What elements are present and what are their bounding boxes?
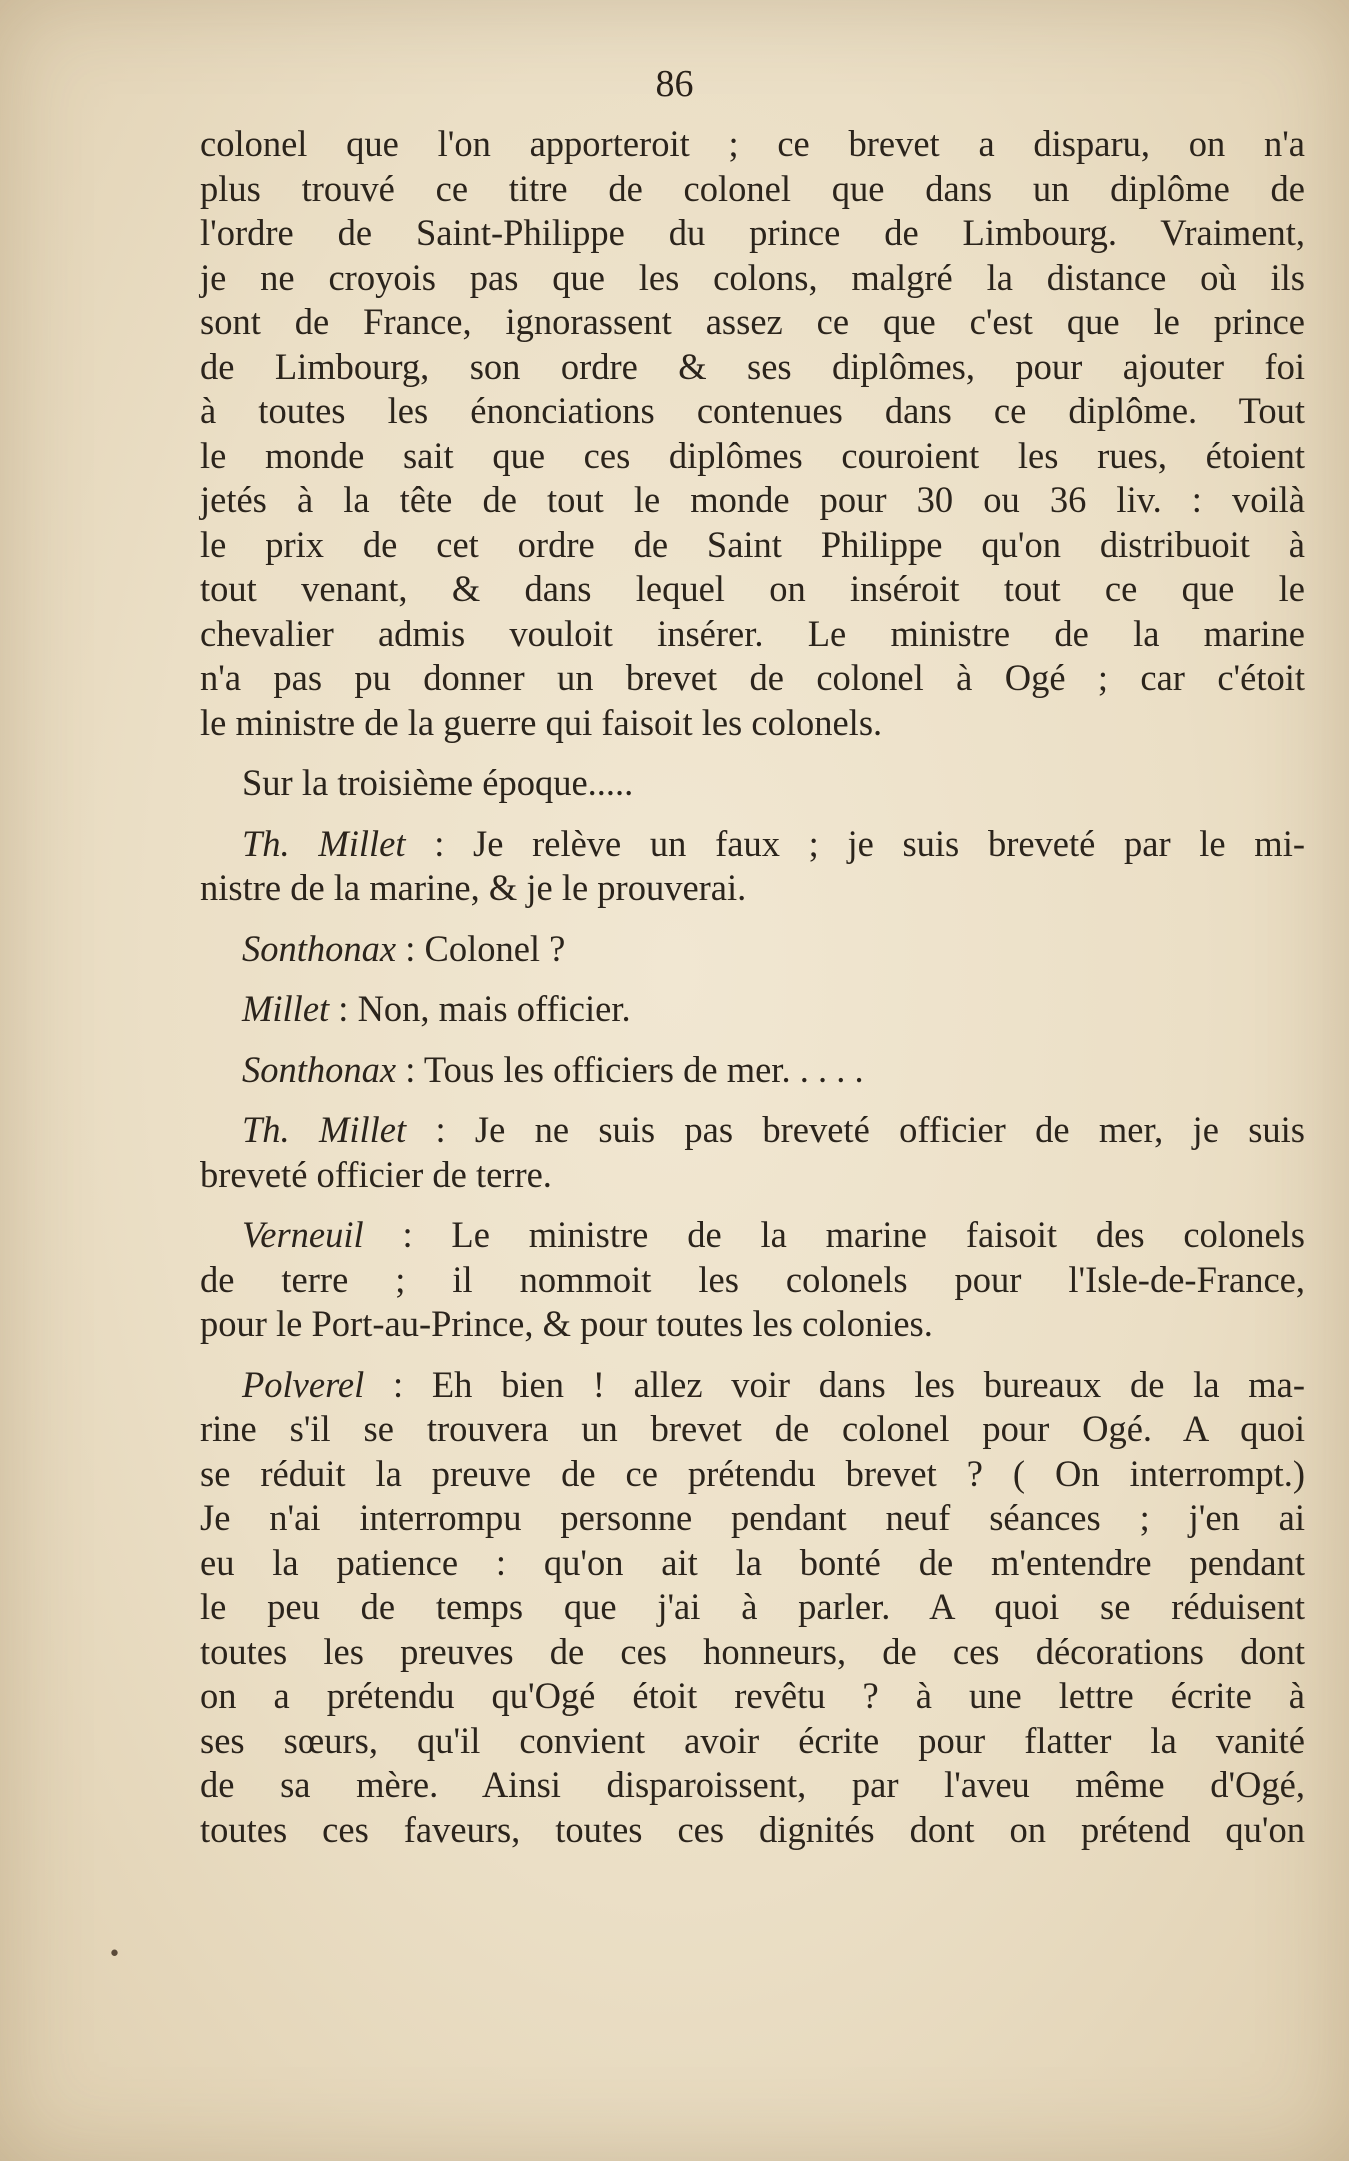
text-line: le ministre de la guerre qui faisoit les colonels. (200, 701, 883, 743)
dialogue-paragraph (200, 822, 1305, 911)
text-line: Sur la troisième époque..... (242, 762, 634, 803)
text-line: à toutes les énonciations contenues dans ce diplôme. Tout (200, 390, 1305, 431)
speaker-name: Polverel (242, 1363, 365, 1405)
speech-text: : Le ministre de la marine faisoit des colonels (363, 1214, 1305, 1255)
text-line (200, 987, 1305, 1032)
text-line: le monde sait que ces diplômes couroient les rues, étoient (200, 434, 1305, 476)
page-number: 86 (655, 63, 694, 105)
text-line (200, 822, 1305, 867)
dialogue-paragraph (200, 1213, 1305, 1347)
speech-text: : Je ne suis pas breveté officier de mer, je suis (406, 1109, 1305, 1150)
text-line: toutes ces faveurs, toutes ces dignités dont on prétend qu'on (200, 1808, 1305, 1850)
text-line: le peu de temps que j'ai à parler. A quoi se réduisent (200, 1586, 1305, 1627)
page-body (200, 122, 1305, 1852)
text-line: chevalier admis vouloit insérer. Le ministre de la marine (200, 612, 1305, 654)
text-line (200, 1108, 1305, 1153)
text-line: colonel que l'on apporteroit ; ce brevet a disparu, on n'a (200, 123, 1305, 164)
speaker-name: Millet (242, 988, 330, 1029)
text-line: Je n'ai interrompu personne pendant neuf séances ; j'en ai (200, 1497, 1305, 1538)
dialogue-paragraph (200, 987, 1305, 1032)
text-line: l'ordre de Saint-Philippe du prince de Limbourg. Vraiment, (200, 212, 1305, 253)
text-line: de sa mère. Ainsi disparoissent, par l'aveu même d'Ogé, (200, 1764, 1305, 1805)
text-line: on a prétendu qu'Ogé étoit revêtu ? à une lettre écrite à (200, 1675, 1305, 1716)
text-line: je ne croyois pas que les colons, malgré la distance où ils (200, 256, 1305, 298)
dialogue-paragraph (200, 1048, 1305, 1093)
text-line: tout venant, & dans lequel on inséroit tout ce que le (200, 568, 1305, 609)
text-line: de Limbourg, son ordre & ses diplômes, pour ajouter foi (200, 345, 1305, 387)
text-line: jetés à la tête de tout le monde pour 30 ou 36 liv. : voilà (200, 479, 1305, 520)
text-line: rine s'il se trouvera un brevet de colonel pour Ogé. A quoi (200, 1408, 1305, 1449)
text-line: sont de France, ignorassent assez ce que c'est que le prince (200, 301, 1305, 342)
text-line: nistre de la marine, & je le prouverai. (200, 867, 747, 908)
text-line: le prix de cet ordre de Saint Philippe qu'on distribuoit à (200, 523, 1305, 565)
paragraph (200, 122, 1305, 745)
text-line (200, 1048, 1305, 1093)
speech-text: : Eh bien ! allez voir dans les bureaux de la ma- (364, 1363, 1305, 1405)
dialogue-paragraph (200, 1108, 1305, 1197)
speech-text: : Non, mais officier. (329, 988, 631, 1029)
speaker-name: Th. Millet (242, 822, 406, 864)
paragraph (200, 761, 1305, 806)
text-line: pour le Port-au-Prince, & pour toutes les colonies. (200, 1303, 933, 1344)
text-line: toutes les preuves de ces honneurs, de ces décorations dont (200, 1630, 1305, 1672)
dialogue-paragraph (200, 927, 1305, 972)
speaker-name: Th. Millet (242, 1109, 407, 1150)
margin-mark: • (108, 1942, 121, 1967)
text-line: breveté officier de terre. (200, 1153, 552, 1195)
text-line (200, 1363, 1305, 1408)
speech-text: : Colonel ? (396, 927, 566, 969)
text-line: n'a pas pu donner un brevet de colonel à Ogé ; car c'étoit (200, 657, 1305, 698)
text-line: se réduit la preuve de ce prétendu brevet ? ( On interrompt.) (200, 1452, 1305, 1494)
text-line: ses sœurs, qu'il convient avoir écrite pour flatter la vanité (200, 1719, 1305, 1761)
speaker-name: Sonthonax (242, 927, 397, 969)
speaker-name: Verneuil (242, 1214, 364, 1255)
speech-text: : Tous les officiers de mer. . . . . (396, 1048, 864, 1090)
text-line: eu la patience : qu'on ait la bonté de m'entendre pendant (200, 1541, 1305, 1583)
dialogue-paragraph (200, 1363, 1305, 1853)
text-line (200, 927, 1305, 972)
speech-text: : Je relève un faux ; je suis breveté par le mi- (405, 822, 1305, 864)
speaker-name: Sonthonax (242, 1048, 397, 1090)
text-line: plus trouvé ce titre de colonel que dans un diplôme de (200, 167, 1305, 209)
text-line: de terre ; il nommoit les colonels pour l'Isle-de-France, (200, 1258, 1305, 1300)
text-line (200, 1213, 1305, 1258)
